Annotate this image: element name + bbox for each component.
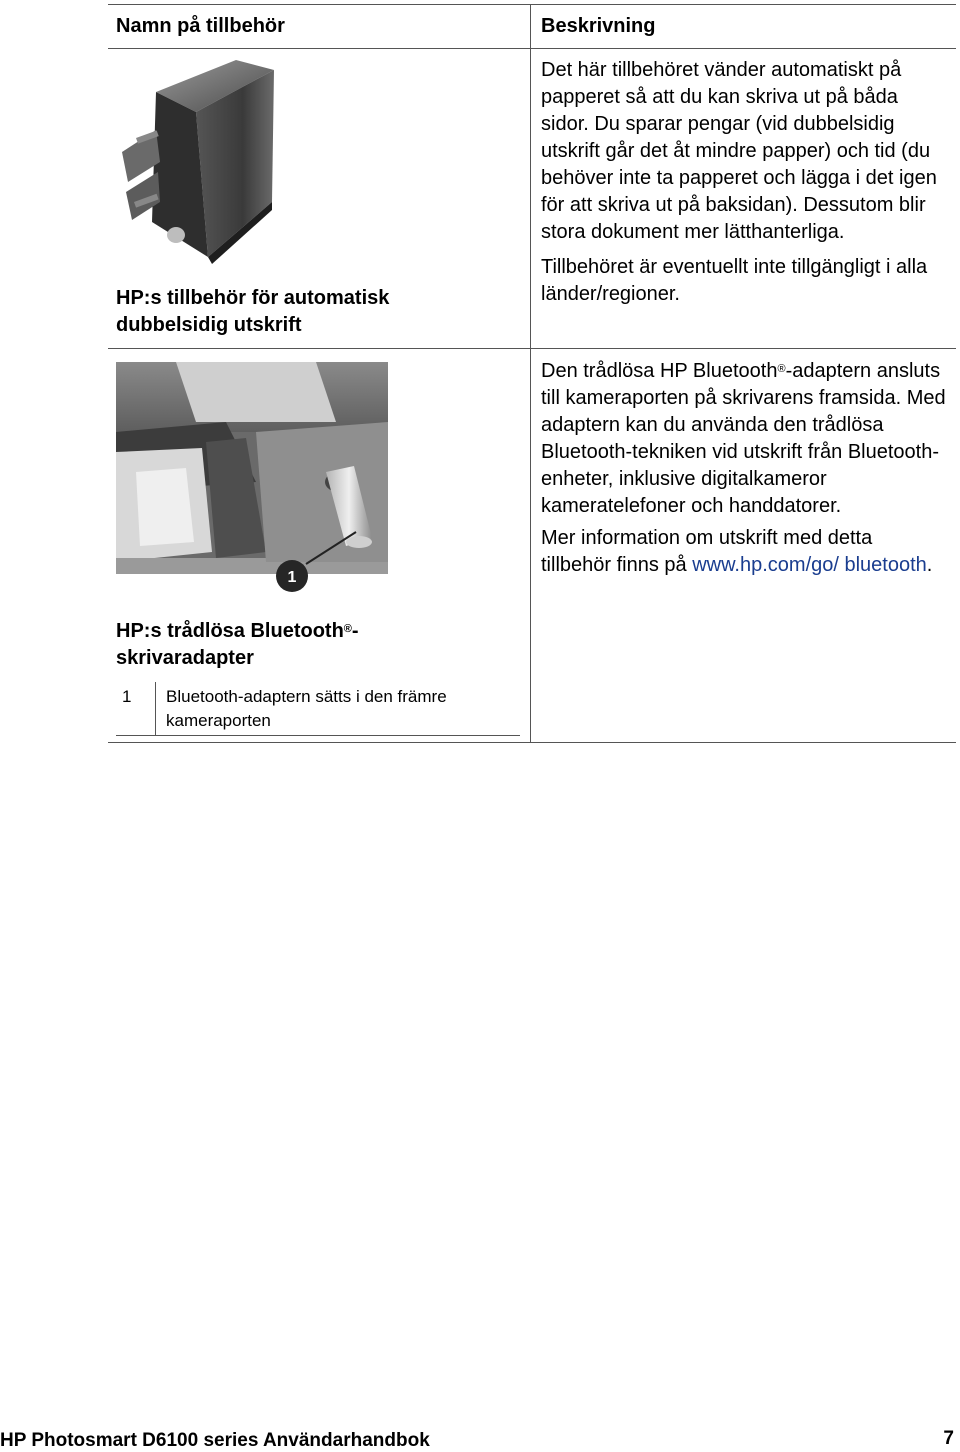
duplex-accessory-name: HP:s tillbehör för automatisk dubbelsidig utskrift [116, 287, 390, 336]
note-divider [155, 682, 156, 735]
bluetooth-description-paragraph [541, 358, 946, 520]
registered-mark: ® [777, 363, 786, 375]
more-info-period: . [926, 554, 933, 576]
table-bottom-rule [108, 742, 956, 743]
note-text: Bluetooth-adaptern sätts i den främre kameraporten [166, 687, 447, 730]
duplex-unit-illustration [116, 52, 276, 264]
bluetooth-desc-part: Den trådlösa HP Bluetooth [541, 360, 778, 382]
bluetooth-name-part: HP:s trådlösa Bluetooth [116, 620, 344, 642]
row1-bottom-rule [108, 348, 956, 349]
duplex-availability-note: Tillbehöret är eventuellt inte tillgängligt i alla länder/regioner. [541, 256, 928, 305]
header-bottom-rule [108, 48, 956, 49]
table-top-rule [108, 4, 956, 5]
more-info-text: Mer information om utskrift med detta tillbehör finns på [541, 527, 873, 576]
duplex-description [541, 57, 946, 308]
bluetooth-name-hyphen: - [351, 620, 359, 642]
duplex-description-paragraph: Det här tillbehöret vänder automatiskt på papperet så att du kan skriva ut på båda sidor. Du sparar pengar (vid dubbelsidig utskrift går det åt mindre papper) och tid (du behöver inte ta papperet och lägga i det igen för att skriva ut på baksidan). Dessutom blir stora dokument mer lätthanterliga. [541, 59, 937, 243]
bluetooth-accessory-name [116, 618, 446, 672]
header-name: Namn på tillbehör [116, 15, 285, 37]
page-number: 7 [943, 1428, 954, 1449]
bluetooth-description [541, 358, 946, 579]
column-divider [530, 4, 531, 742]
bluetooth-adapter-illustration [116, 362, 388, 598]
bluetooth-more-info [541, 525, 946, 579]
registered-mark: ® [343, 623, 352, 635]
bluetooth-name-suffix: skrivaradapter [116, 647, 254, 669]
note-bottom-rule [116, 735, 520, 736]
callout-number: 1 [287, 569, 297, 586]
header-description: Beskrivning [541, 15, 656, 37]
bluetooth-desc-rest: -adaptern ansluts till kameraporten på skrivarens framsida. Med adaptern kan du använda den trådlösa Bluetooth-tekniken vid utskrift från Bluetooth-enheter, inklusive digitalkameror kameratelefoner och handdatorer. [541, 360, 946, 517]
footer-title: HP Photosmart D6100 series Användarhandbok [0, 1430, 430, 1451]
note-number: 1 [122, 687, 132, 706]
bluetooth-link[interactable]: www.hp.com/go/ bluetooth [692, 554, 927, 576]
